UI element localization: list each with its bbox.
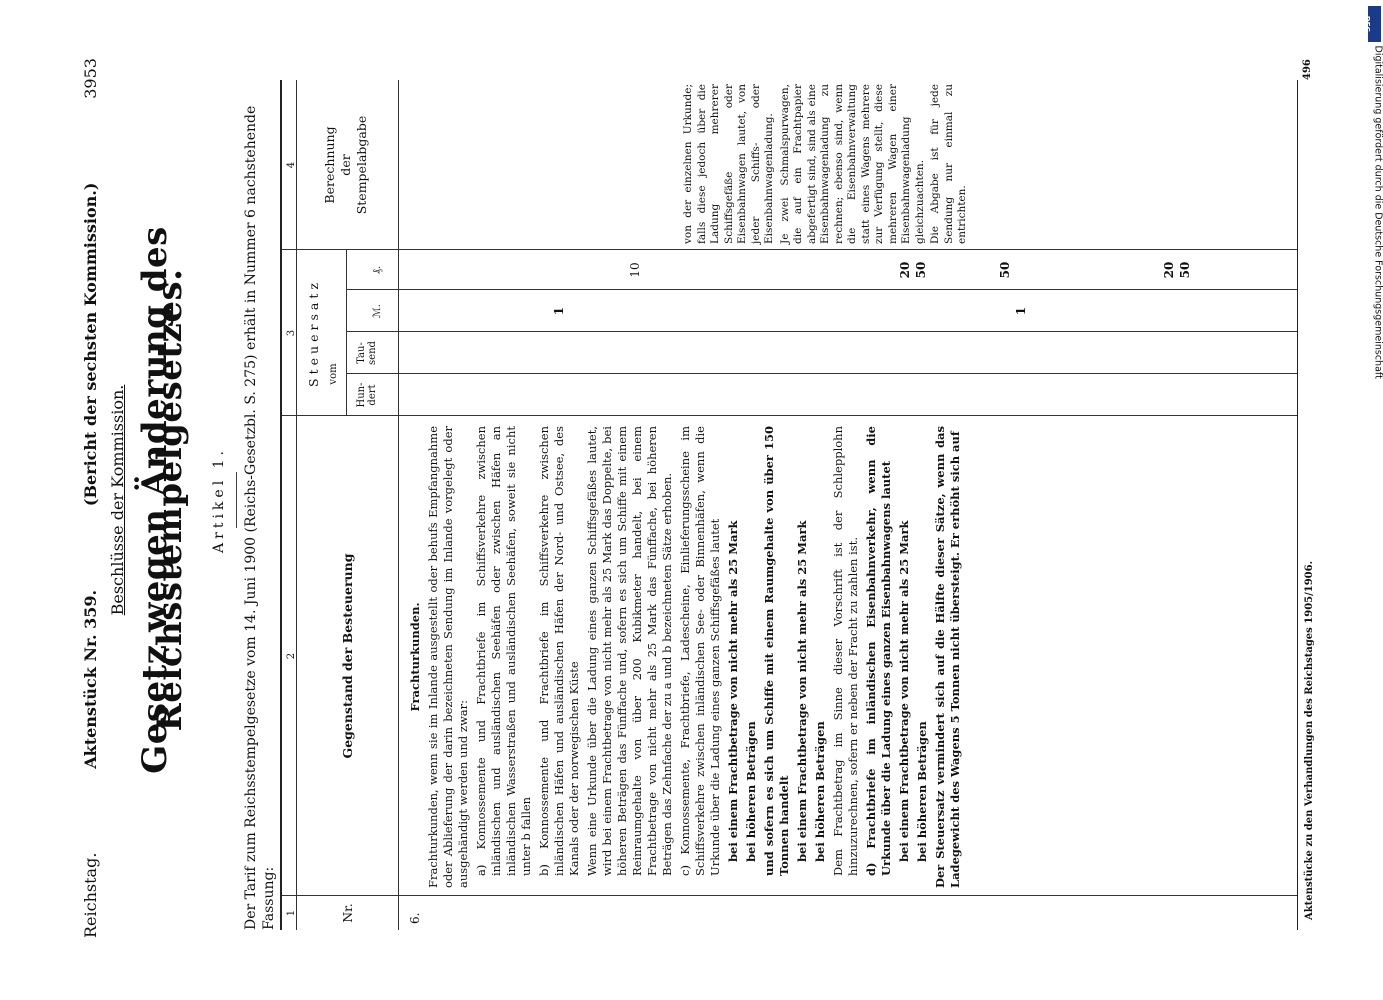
item-b: b) Konnossemente und Frachtbriefe im Schiffsverkehre zwischen inländischen Häfen und ausländischen Häfen der Nord- und Ostsee, des Kanals oder der norwegischen Küste	[537, 426, 581, 876]
item-d-note: Der Steuersatz vermindert sich auf die Hälfte dieser Sätze, wenn das Ladegewicht des Wagens 5 Tonnen nicht übersteigt. Er erhöht sich auf	[933, 426, 962, 888]
header-document-number: Aktenstück Nr. 359.	[81, 589, 100, 769]
column-number: 4	[286, 161, 297, 169]
subject-column	[408, 426, 966, 888]
column-number: 1	[286, 909, 297, 917]
header-rule	[398, 80, 399, 930]
col3-tausend: Tau-send	[356, 341, 378, 365]
signature-mark: 496	[1302, 59, 1313, 80]
header-commission: (Bericht der sechsten Kommission.)	[81, 182, 100, 507]
col3-header: Steuersatz	[306, 279, 321, 387]
item-c-note: Dem Frachtbetrag im Sinne dieser Vorschrift ist der Schlepplohn hinzuzurechnen, sofern er neben der Fracht zu zahlen ist.	[831, 426, 860, 876]
calc-paragraph-1: von der einzelnen Urkunde; falls diese jedoch über die Ladung mehrerer Schiffsgefäße oder Eisenbahnwagen lautet, von jeder Schiffs- oder Eisenbahnwagenladung.	[682, 84, 775, 244]
item-c-4: bei einem Frachtbetrage von nicht mehr als 25 Mark	[795, 520, 809, 862]
page-footer: Aktenstücke zu den Verhandlungen des Reichstages 1905/1906.	[1304, 560, 1315, 920]
page-number: 3953	[81, 58, 100, 99]
item-c: c) Konnossemente, Frachtbriefe, Ladescheine, Einlieferungsscheine im Schiffsverkehre zwischen inländischen See- oder Binnenhäfen, wenn die Urkunde über die Ladung eines ganzen Schiffsgefäßes lautet	[678, 426, 722, 876]
dfg-logo: DFG	[1368, 6, 1381, 42]
item-c-5: bei höheren Beträgen	[813, 721, 827, 862]
col3-hundert: Hun-dert	[356, 382, 378, 408]
item-d: d) Frachtbriefe im inländischen Eisenbahnverkehr, wenn die Urkunde über die Ladung eines ganzen Eisenbahnwagens lautet	[864, 426, 893, 876]
item-c-3: und sofern es sich um Schiffe mit einem Raumgehalte von über 150 Tonnen handelt	[762, 426, 791, 876]
column-number: 3	[286, 329, 297, 337]
col3-pf: ₰.	[372, 265, 383, 275]
item-a: a) Konnossemente und Frachtbriefe im Schiffsverkehre zwischen inländischen und ausländischen Seehäfen oder zwischen Häfen an inländischen Wasserstraßen und ausländischen Seehäfen, soweit sie nicht unter b fallen	[474, 426, 533, 876]
rate-d2-pf: 50	[1178, 261, 1192, 279]
header-left: Reichstag.	[81, 852, 100, 938]
subtitle: Beschlüsse der Kommission.	[108, 384, 127, 616]
rate-c4-pf: 50	[998, 261, 1012, 279]
item-d-1: bei einem Frachtbetrage von nicht mehr als 25 Mark	[897, 520, 911, 862]
col2-header: Gegenstand der Besteuerung	[340, 553, 355, 759]
row-number: 6.	[408, 912, 422, 924]
column-divider	[346, 331, 1297, 332]
item-b-note: Wenn eine Urkunde über die Ladung eines ganzen Schiffsgefäßes lautet, wird bei einem Frachtbetrage von nicht mehr als 25 Mark das Doppelte, bei höheren Beträgen das Fünffache und, sofern es sich um Schiffe mit einem Reinraumgehalte von über 200 Kubikmeter handelt, bei einem Frachtbetrage von nicht mehr als 25 Mark das Fünffache, bei höheren Beträgen das Zehnfache der zu a und b bezeichneten Sätze erhoben.	[585, 426, 674, 876]
column-divider	[282, 249, 1297, 250]
column-number: 2	[286, 652, 297, 660]
item-c-1: bei einem Frachtbetrage von nicht mehr als 25 Mark	[726, 520, 740, 862]
column-divider	[282, 415, 1297, 416]
col1-header: Nr.	[340, 903, 355, 923]
rate-d1-pf: 20	[1162, 261, 1176, 279]
calc-paragraph-3: Die Abgabe ist für jede Sendung nur einmal zu entrichten.	[929, 84, 968, 244]
tariff-table	[280, 80, 1298, 930]
digitization-note: Digitalisierung gefördert durch die Deutsche Forschungsgemeinschaft	[1372, 45, 1383, 379]
page-title: Gesetz wegen Änderung des Reichsstempelgesetzes.	[135, 226, 190, 774]
article-heading: Artikel 1.	[211, 447, 227, 553]
header-rule	[346, 250, 347, 416]
rate-c1-pf: 20	[898, 261, 912, 279]
item-d-2: bei höheren Beträgen	[915, 721, 929, 862]
rate-c2-pf: 50	[914, 261, 928, 279]
column-divider	[346, 289, 1297, 290]
rate-b-pf: 10	[628, 262, 642, 278]
col3-sub: vom	[328, 363, 339, 385]
rate-a-mark: 1	[552, 306, 566, 316]
section-title: Frachturkunden.	[408, 602, 422, 712]
calculation-column	[682, 84, 972, 244]
page-header	[70, 58, 98, 938]
column-divider	[346, 373, 1297, 374]
rate-c5-mark: 1	[1014, 306, 1028, 316]
calc-paragraph-2: Je zwei Schmalspurwagen, die auf ein Frachtpapier abgefertigt sind, sind als eine Eisenbahnwagenladung zu rechnen; ebenso sind, wenn die Eisenbahnverwaltung statt eines Wagens mehrere zur Verfügung stellt, diese mehreren Wagen einer Eisenbahnwagenladung gleichzuachten.	[778, 84, 926, 244]
column-divider	[282, 895, 1297, 896]
col3-mark: ℳ.	[372, 304, 383, 318]
col4-header: Berechnung der Stempelabgabe	[322, 115, 369, 215]
intro-text: Der Tarif zum Reichsstempelgesetze vom 14. Juni 1900 (Reichs-Gesetzbl. S. 275) erhält in Nummer 6 nachstehende Fassung:	[243, 105, 277, 930]
article-rule	[236, 472, 237, 528]
item-c-2: bei höheren Beträgen	[744, 721, 758, 862]
intro-paragraph: Frachturkunden, wenn sie im Inlande ausgestellt oder behufs Empfangnahme oder Ablieferung der darin bezeichneten Sendung im Inlande vorgelegt oder ausgehändigt werden und zwar:	[426, 426, 470, 888]
